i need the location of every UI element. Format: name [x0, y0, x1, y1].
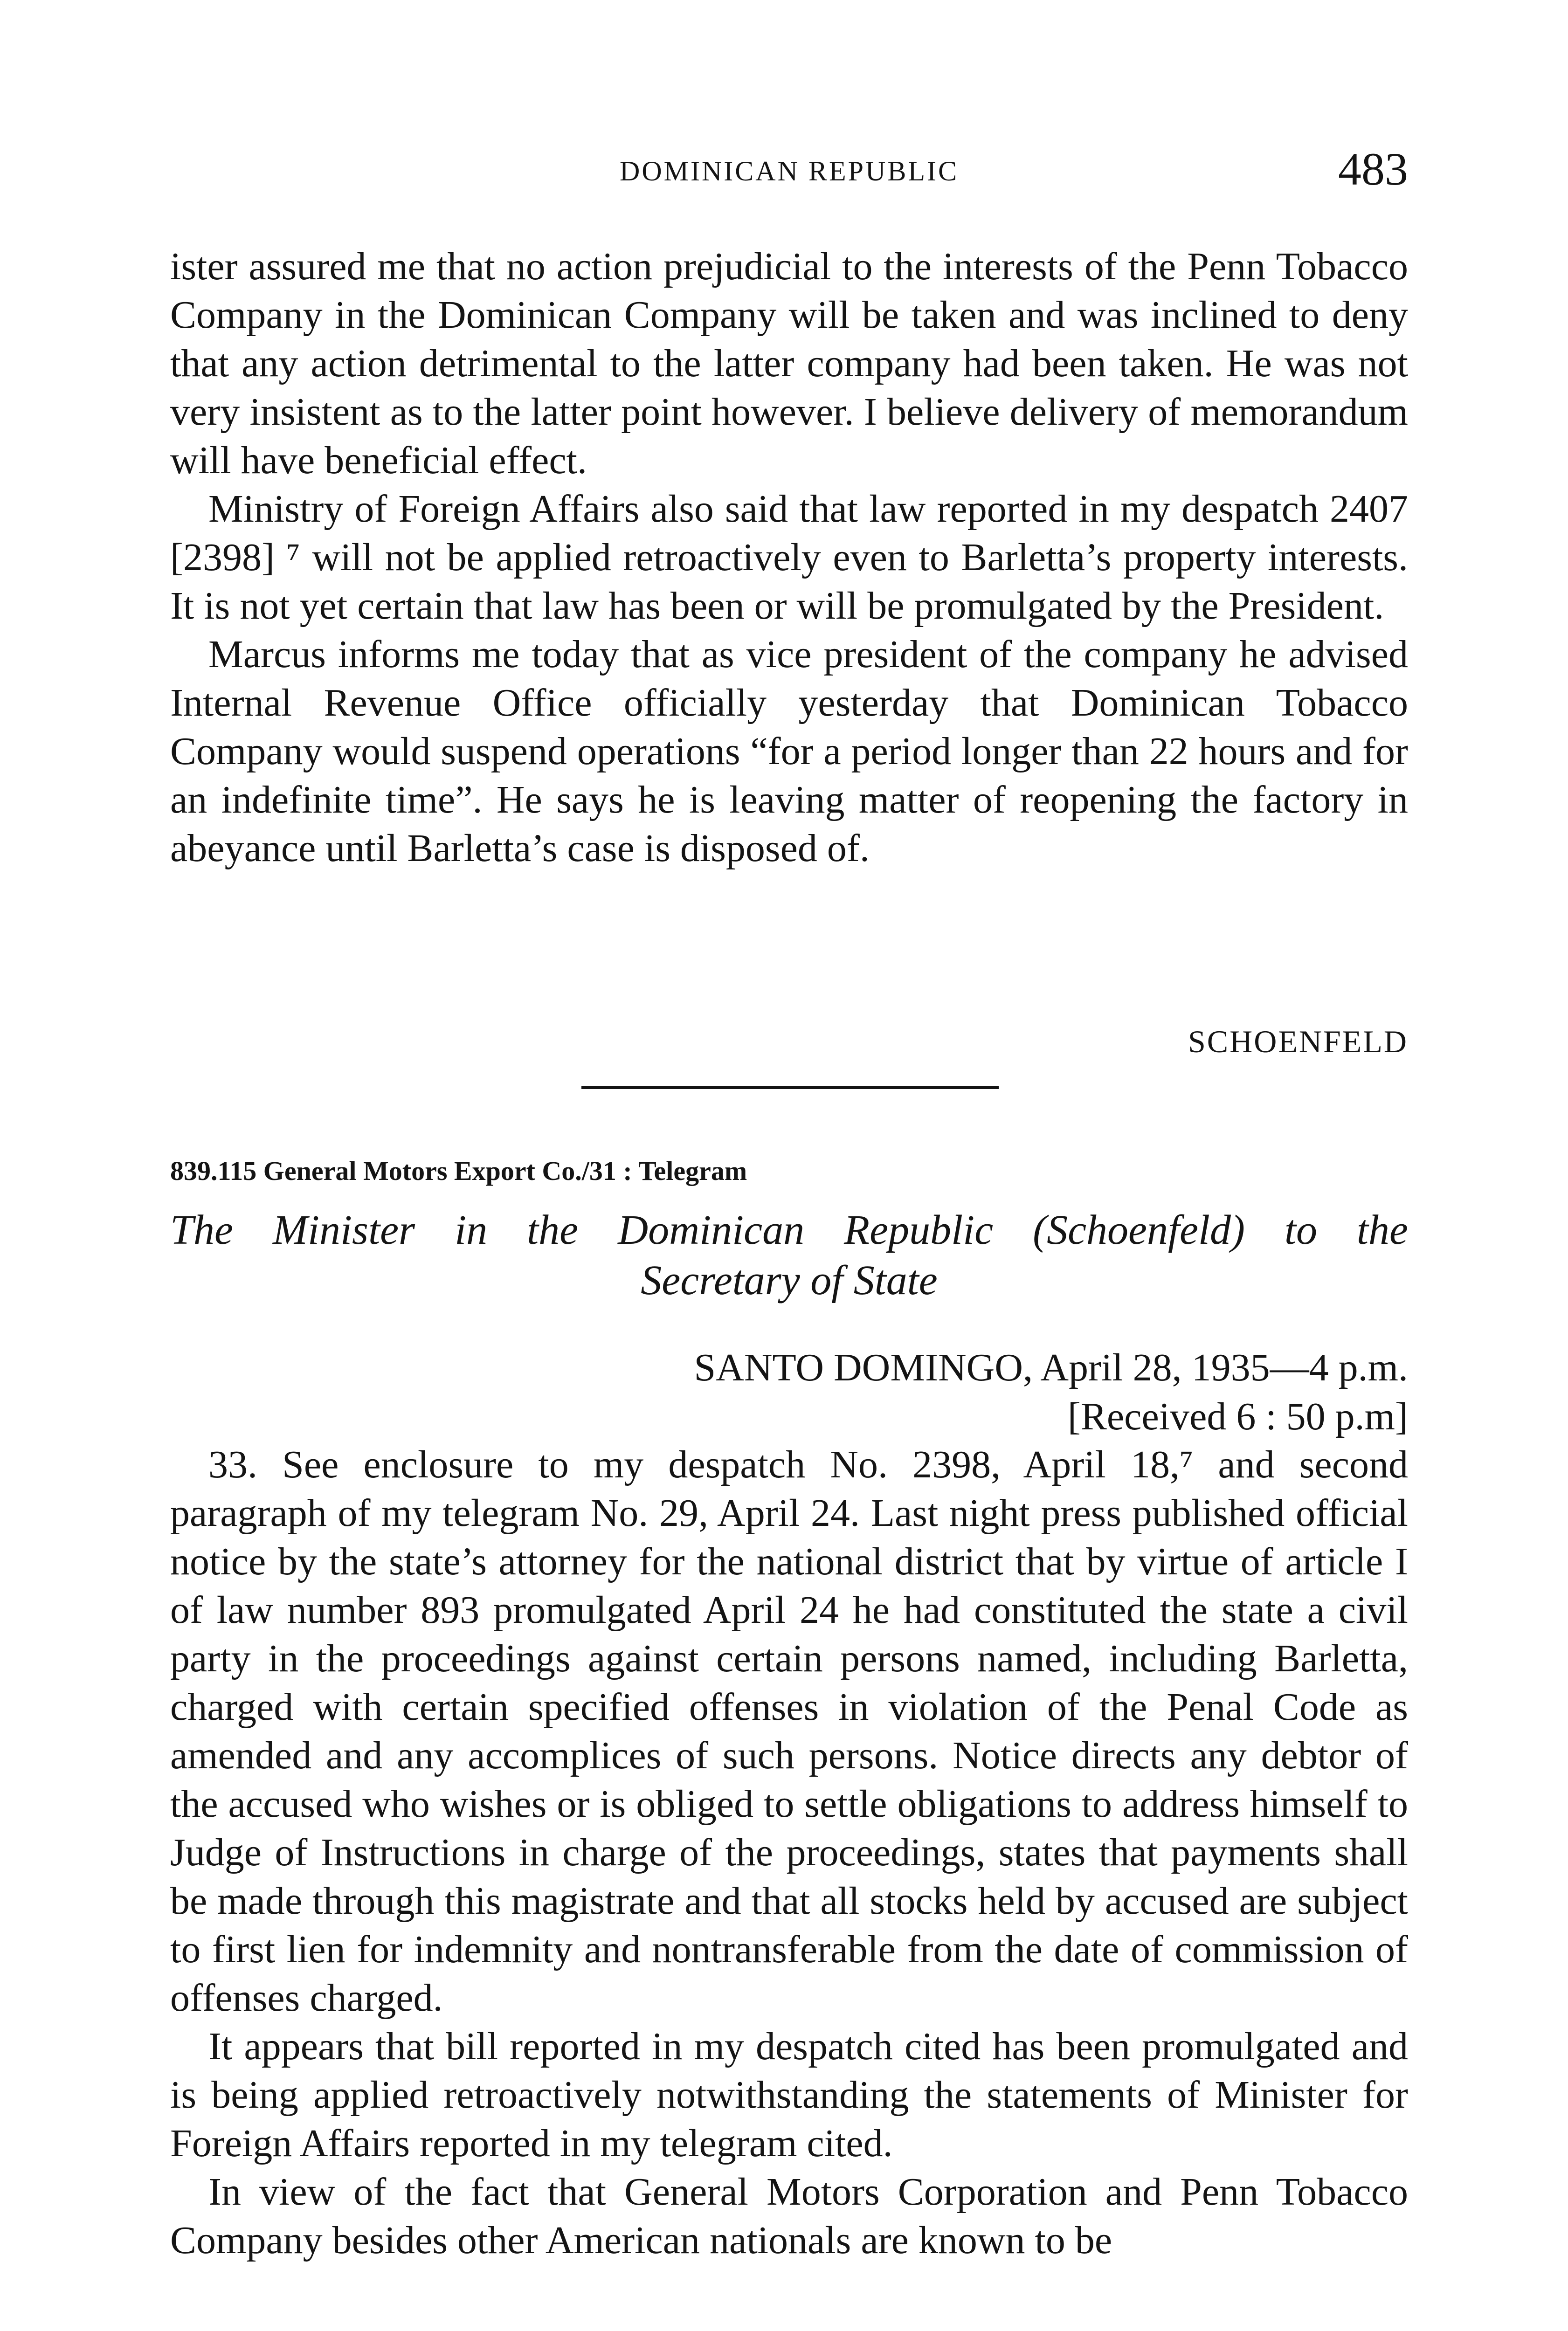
page-number: 483: [1338, 143, 1408, 195]
signature: SCHOENFELD: [1188, 1024, 1408, 1059]
received-time: [Received 6 : 50 p.m]: [1067, 1395, 1408, 1438]
running-title: DOMINICAN REPUBLIC: [619, 156, 959, 186]
running-head: [170, 142, 1408, 198]
document-heading: [170, 1205, 1408, 1306]
telegram-body: [170, 1441, 1408, 2265]
paragraph: It appears that bill reported in my despatch cited has been promulgated and is being applied retroactively notwithstanding the statements of Minister for Foreign Affairs reported in my telegram cited.: [170, 2025, 1408, 2165]
telegram-body-continued: [170, 242, 1408, 873]
paragraph: 33. See enclosure to my despatch No. 2398, April 18,⁷ and second paragraph of my telegram No. 29, April 24. Last night press published official notice by the state’s attorney for the national district that by virtue of article I of law number 893 promulgated April 24 he had constituted the state a civil party in the proceedings against certain persons named, including Barletta, charged with certain specified offenses in violation of the Penal Code as amended and any accomplices of such persons. Notice directs any debtor of the accused who wishes or is obliged to settle obligations to address himself to Judge of Instructions in charge of the proceedings, states that payments shall be made through this magistrate and that all stocks held by accused are subject to first lien for indemnity and nontransferable from the date of commission of offenses charged.: [170, 1443, 1408, 2020]
paragraph: Marcus informs me today that as vice president of the company he advised Internal Revenue Office officially yesterday that Dominican Tobacco Company would suspend operations “for a period longer than 22 hours and for an indefinite time”. He says he is leaving matter of reopening the factory in abeyance until Barletta’s case is disposed of.: [170, 633, 1408, 870]
paragraph: In view of the fact that General Motors Corporation and Penn Tobacco Company besides other American nationals are known to be: [170, 2170, 1408, 2262]
section-divider: [581, 1086, 999, 1089]
heading-line: Secretary of State: [641, 1257, 938, 1303]
heading-line: The Minister in the Dominican Republic (Schoenfeld) to the: [170, 1207, 1408, 1253]
paragraph: ister assured me that no action prejudicial to the interests of the Penn Tobacco Company in the Dominican Company will be taken and was inclined to deny that any action detrimental to the latter company had been taken. He was not very insistent as to the latter point however. I believe delivery of memorandum will have beneficial effect.: [170, 245, 1408, 482]
paragraph: Ministry of Foreign Affairs also said that law reported in my despatch 2407 [2398] ⁷ will not be applied retroactively even to Barletta’s property interests. It is not yet certain that law has been or will be promulgated by the President.: [170, 487, 1408, 628]
file-number: 839.115 General Motors Export Co./31 : Telegram: [170, 1156, 747, 1186]
document-page: [170, 0, 1408, 2331]
place-date: SANTO DOMINGO, April 28, 1935—4 p.m.: [694, 1346, 1408, 1389]
